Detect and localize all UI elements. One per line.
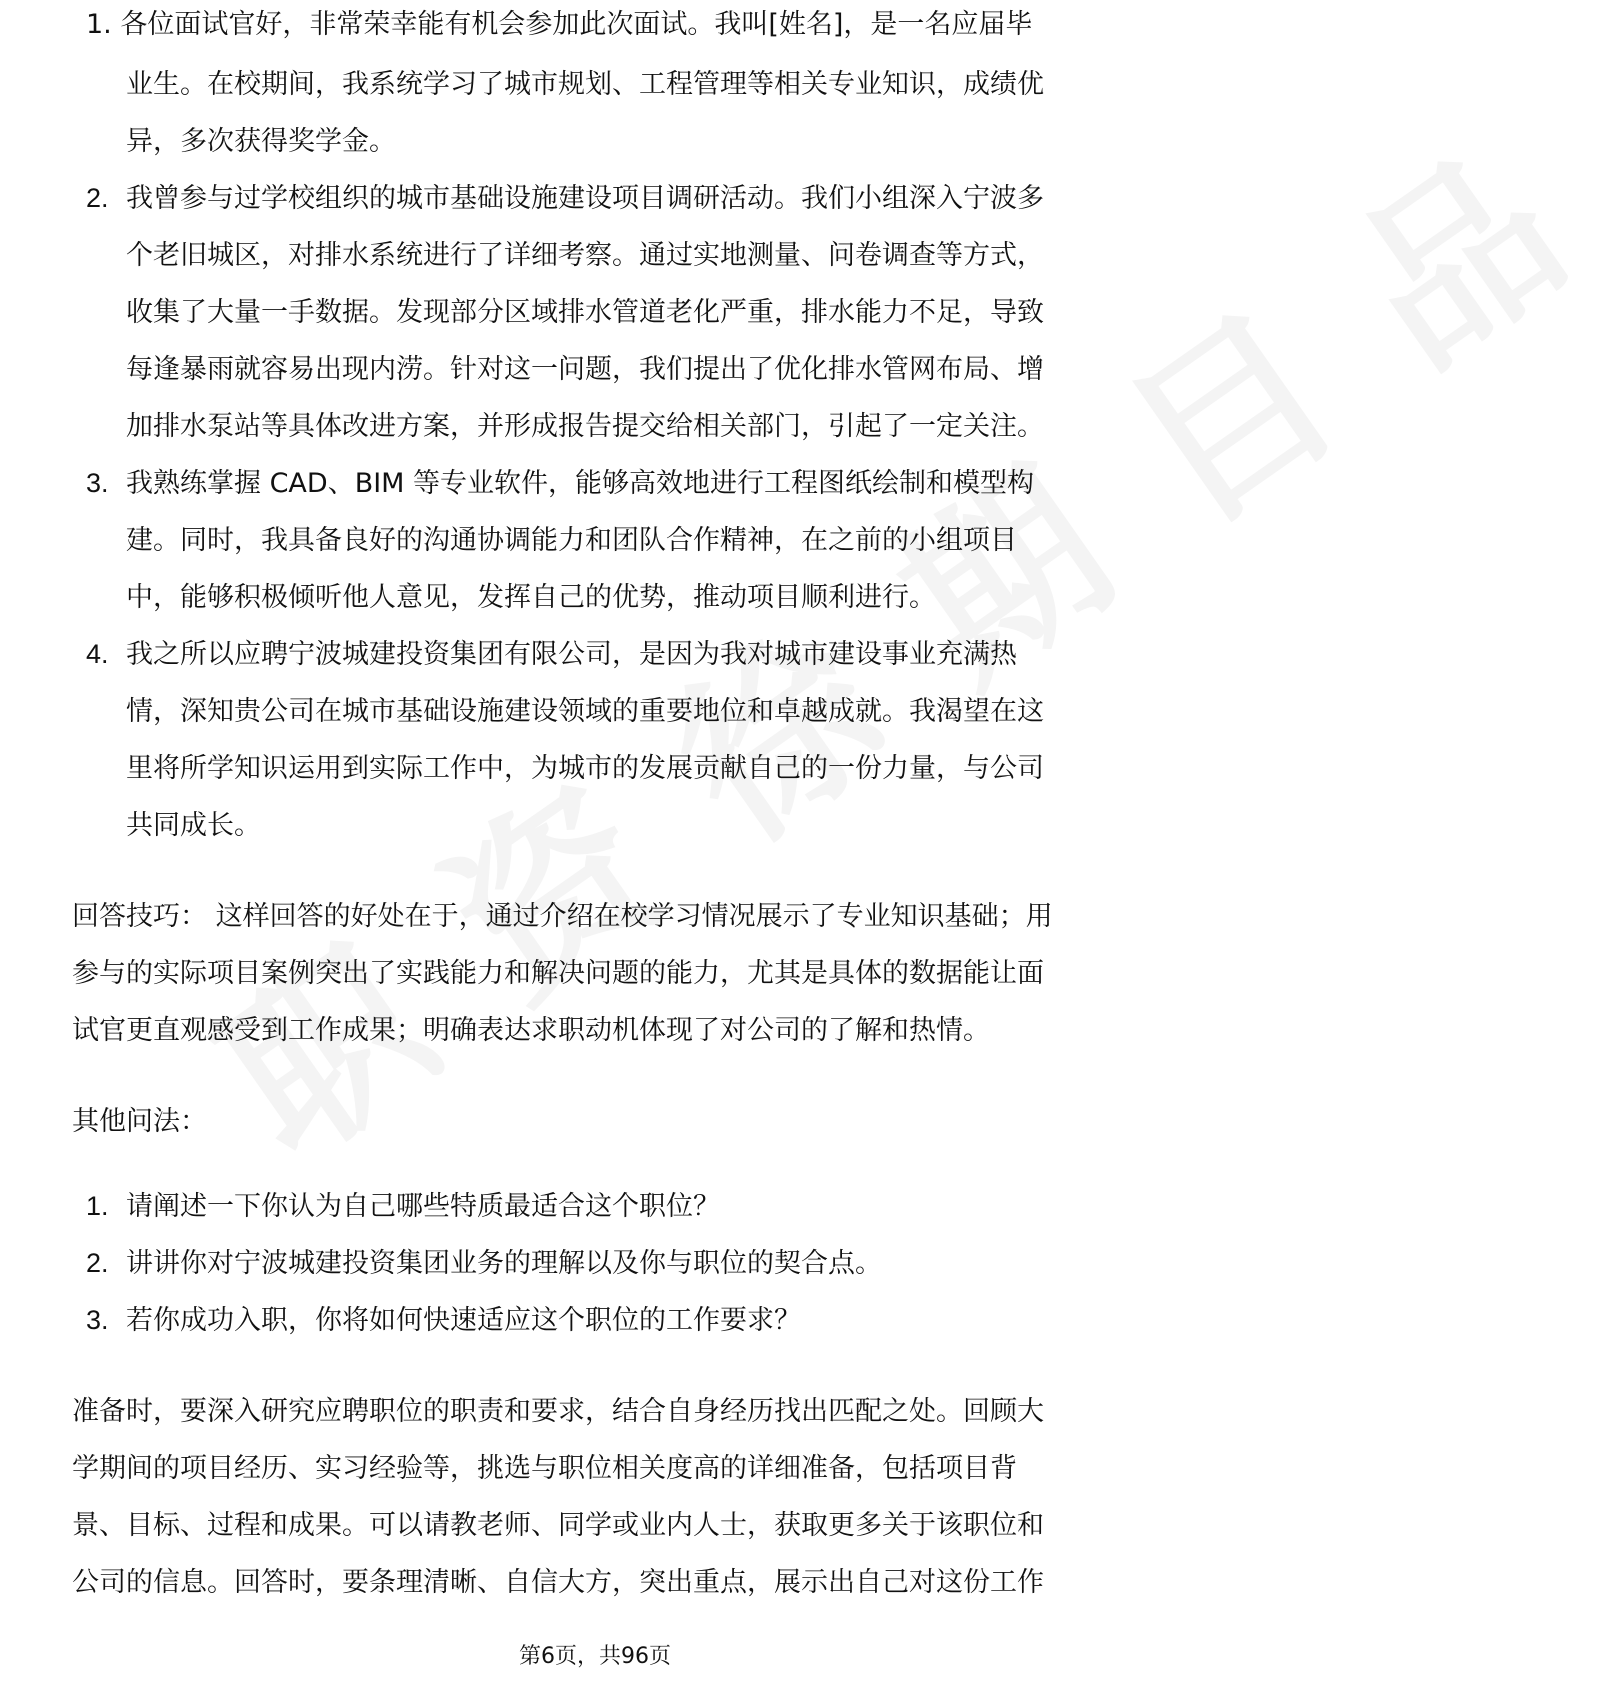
answer-list xyxy=(72,9,1122,854)
preparation-paragraph xyxy=(72,1383,1122,1611)
other-question-item xyxy=(72,1235,1122,1292)
answer-line: 每逢暴雨就容易出现内涝。针对这一问题，我们提出了优化排水管网布局、增 xyxy=(126,354,1044,385)
question-text: 若你成功入职，你将如何快速适应这个职位的工作要求？ xyxy=(126,1305,801,1336)
answer-line: 加排水泵站等具体改进方案，并形成报告提交给相关部门，引起了一定关注。 xyxy=(126,411,1044,442)
clipped-top-line xyxy=(86,9,1122,56)
list-number: 2. xyxy=(86,1248,109,1278)
tips-line: 试官更直观感受到工作成果；明确表达求职动机体现了对公司的了解和热情。 xyxy=(72,1015,990,1046)
list-number: 1. xyxy=(86,1191,109,1221)
tips-line: 回答技巧： 这样回答的好处在于，通过介绍在校学习情况展示了专业知识基础；用 xyxy=(72,901,1053,932)
answer-tips-paragraph xyxy=(72,888,1122,1059)
other-questions-heading: 其他问法： xyxy=(72,1106,207,1137)
other-questions-list xyxy=(72,1178,1122,1349)
spacer xyxy=(72,1059,1122,1093)
question-text: 讲讲你对宁波城建投资集团业务的理解以及你与职位的契合点。 xyxy=(126,1248,882,1279)
preparation-line: 景、目标、过程和成果。可以请教老师、同学或业内人士，获取更多关于该职位和 xyxy=(72,1510,1044,1541)
question-text: 请阐述一下你认为自己哪些特质最适合这个职位？ xyxy=(126,1191,720,1222)
answer-line: 建。同时，我具备良好的沟通协调能力和团队合作精神，在之前的小组项目 xyxy=(126,525,1017,556)
preparation-line: 公司的信息。回答时，要条理清晰、自信大方，突出重点，展示出自己对这份工作 xyxy=(72,1567,1044,1598)
answer-item-2 xyxy=(72,170,1122,455)
answer-line: 个老旧城区，对排水系统进行了详细考察。通过实地测量、问卷调查等方式， xyxy=(126,240,1044,271)
answer-line: 我曾参与过学校组织的城市基础设施建设项目调研活动。我们小组深入宁波多 xyxy=(126,183,1044,214)
other-question-item xyxy=(72,1292,1122,1349)
preparation-line: 准备时，要深入研究应聘职位的职责和要求，结合自身经历找出匹配之处。回顾大 xyxy=(72,1396,1044,1427)
answer-item-1 xyxy=(72,9,1122,170)
tips-line: 参与的实际项目案例突出了实践能力和解决问题的能力，尤其是具体的数据能让面 xyxy=(72,958,1044,989)
answer-line: 异，多次获得奖学金。 xyxy=(126,126,396,157)
list-number: 3. xyxy=(86,1305,109,1335)
answer-line: 我之所以应聘宁波城建投资集团有限公司，是因为我对城市建设事业充满热 xyxy=(126,639,1017,670)
answer-line: 里将所学知识运用到实际工作中，为城市的发展贡献自己的一份力量，与公司 xyxy=(126,753,1044,784)
answer-line: 业生。在校期间，我系统学习了城市规划、工程管理等相关专业知识，成绩优 xyxy=(126,69,1044,100)
spacer xyxy=(72,854,1122,888)
other-question-item xyxy=(72,1178,1122,1235)
clipped-line-text: 1. 各位面试官好，非常荣幸能有机会参加此次面试。我叫[姓名]，是一名应届毕 xyxy=(86,9,1033,40)
spacer xyxy=(72,1150,1122,1178)
answer-line: 收集了大量一手数据。发现部分区域排水管道老化严重，排水能力不足，导致 xyxy=(126,297,1044,328)
answer-line: 我熟练掌握 CAD、BIM 等专业软件，能够高效地进行工程图纸绘制和模型构 xyxy=(126,468,1035,499)
preparation-line: 学期间的项目经历、实习经验等，挑选与职位相关度高的详细准备，包括项目背 xyxy=(72,1453,1017,1484)
answer-item-4 xyxy=(72,626,1122,854)
page-number-footer: 第6页，共96页 xyxy=(519,1644,671,1669)
answer-line: 共同成长。 xyxy=(126,810,261,841)
list-number: 4. xyxy=(86,639,109,669)
list-number: 3. xyxy=(86,468,109,498)
answer-line: 情，深知贵公司在城市基础设施建设领域的重要地位和卓越成就。我渴望在这 xyxy=(126,696,1044,727)
spacer xyxy=(72,1349,1122,1383)
page-content xyxy=(72,9,1122,1611)
list-number: 2. xyxy=(86,183,109,213)
answer-line: 中，能够积极倾听他人意见，发挥自己的优势，推动项目顺利进行。 xyxy=(126,582,936,613)
answer-item-3 xyxy=(72,455,1122,626)
